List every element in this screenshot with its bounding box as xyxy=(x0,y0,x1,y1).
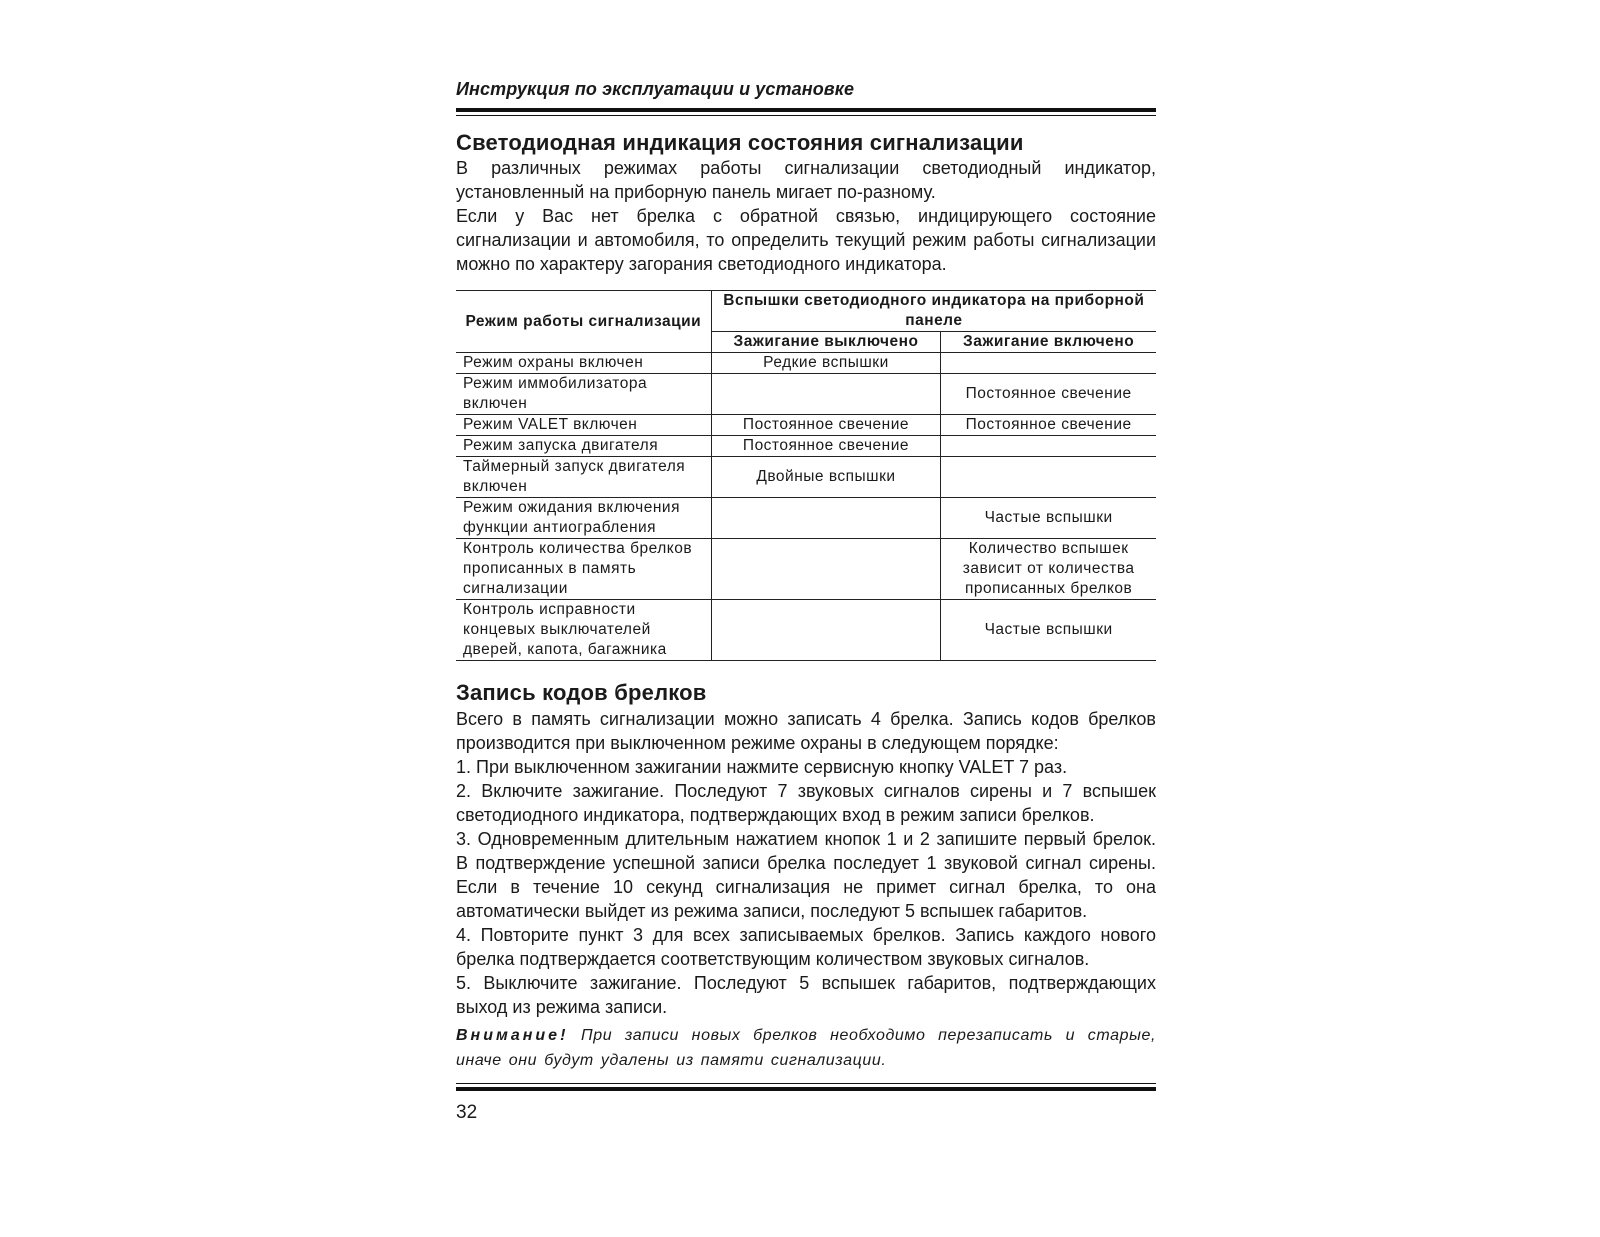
row-ignition-on-value: Постоянное свечение xyxy=(941,374,1156,415)
row-ignition-on-value xyxy=(941,436,1156,457)
step-2: 2. Включите зажигание. Последуют 7 звуковых сигналов сирены и 7 вспышек светодиодного индикатора, подтверждающих вход в режим записи брелков. xyxy=(456,781,1156,825)
row-ignition-off-value: Постоянное свечение xyxy=(711,415,941,436)
attention-text: При записи новых брелков необходимо перезаписать и старые, иначе они будут удалены из памяти сигнализации. xyxy=(456,1027,1156,1069)
step-1: 1. При выключенном зажигании нажмите сервисную кнопку VALET 7 раз. xyxy=(456,757,1068,777)
row-ignition-off-value xyxy=(711,600,941,661)
intro-paragraph-2: Если у Вас нет брелка с обратной связью, индицирующего состояние сигнализации и автомобиля, то определить текущий режим работы сигнализации можно по характеру загорания светодиодного индикатора. xyxy=(456,206,1156,274)
header-rule-thin xyxy=(456,115,1156,116)
table-row xyxy=(456,436,1156,457)
section-title-led-indication: Светодиодная индикация состояния сигнализации xyxy=(456,130,1024,155)
step-4: 4. Повторите пункт 3 для всех записываемых брелков. Запись каждого нового брелка подтверждается соответствующим количеством звуковых сигналов. xyxy=(456,925,1156,969)
intro-paragraph-1: В различных режимах работы сигнализации светодиодный индикатор, установленный на приборную панель мигает по-разному. xyxy=(456,158,1156,202)
table-row xyxy=(456,353,1156,374)
table-row xyxy=(456,539,1156,600)
row-ignition-on-value: Количество вспышек зависит от количества прописанных брелков xyxy=(941,539,1156,600)
row-ignition-off-value: Двойные вспышки xyxy=(711,457,941,498)
row-mode: Режим запуска двигателя xyxy=(456,436,711,457)
row-ignition-off-value xyxy=(711,374,941,415)
row-mode: Режим иммобилизатора включен xyxy=(456,374,711,415)
row-ignition-on-value: Постоянное свечение xyxy=(941,415,1156,436)
row-ignition-on-value: Частые вспышки xyxy=(941,600,1156,661)
led-modes-table xyxy=(456,290,1156,661)
fob-codes-intro: Всего в память сигнализации можно записать 4 брелка. Запись кодов брелков производится при выключенном режиме охраны в следующем порядке: xyxy=(456,709,1156,753)
header-rule-thick xyxy=(456,108,1156,112)
row-ignition-on-value: Частые вспышки xyxy=(941,498,1156,539)
footer-rule-thin xyxy=(456,1083,1156,1084)
section-title-fob-codes: Запись кодов брелков xyxy=(456,680,707,705)
footer-rule-thick xyxy=(456,1087,1156,1091)
table-row xyxy=(456,457,1156,498)
running-header: Инструкция по эксплуатации и установке xyxy=(456,79,855,99)
table-row xyxy=(456,374,1156,415)
table-header-ignition-on: Зажигание включено xyxy=(941,332,1156,353)
table-header-ignition-off: Зажигание выключено xyxy=(711,332,941,353)
step-3: 3. Одновременным длительным нажатием кнопок 1 и 2 запишите первый брелок. В подтверждение успешной записи брелка последует 1 звуковой сигнал сирены. Если в течение 10 секунд сигнализация не примет сигнал брелка, то она автоматически выйдет из режима записи, последуют 5 вспышек габаритов. xyxy=(456,829,1156,921)
table-header-mode: Режим работы сигнализации xyxy=(456,291,711,353)
row-mode: Контроль количества брелков прописанных в память сигнализации xyxy=(456,539,711,600)
attention-note xyxy=(456,1023,1156,1073)
table-header-flashes: Вспышки светодиодного индикатора на приборной панеле xyxy=(711,291,1156,332)
page-number: 32 xyxy=(456,1102,478,1123)
row-ignition-on-value xyxy=(941,457,1156,498)
row-mode: Режим охраны включен xyxy=(456,353,711,374)
row-mode: Режим ожидания включения функции антиограбления xyxy=(456,498,711,539)
row-ignition-off-value: Постоянное свечение xyxy=(711,436,941,457)
table-row xyxy=(456,600,1156,661)
row-mode: Режим VALET включен xyxy=(456,415,711,436)
row-ignition-off-value xyxy=(711,498,941,539)
row-mode: Таймерный запуск двигателя включен xyxy=(456,457,711,498)
row-ignition-off-value xyxy=(711,539,941,600)
row-ignition-off-value: Редкие вспышки xyxy=(711,353,941,374)
row-mode: Контроль исправности концевых выключателей дверей, капота, багажника xyxy=(456,600,711,661)
manual-page xyxy=(456,78,1156,1125)
table-row xyxy=(456,415,1156,436)
row-ignition-on-value xyxy=(941,353,1156,374)
attention-label: Внимание! xyxy=(456,1027,569,1044)
table-row xyxy=(456,498,1156,539)
step-5: 5. Выключите зажигание. Последуют 5 вспышек габаритов, подтверждающих выход из режима записи. xyxy=(456,973,1156,1017)
